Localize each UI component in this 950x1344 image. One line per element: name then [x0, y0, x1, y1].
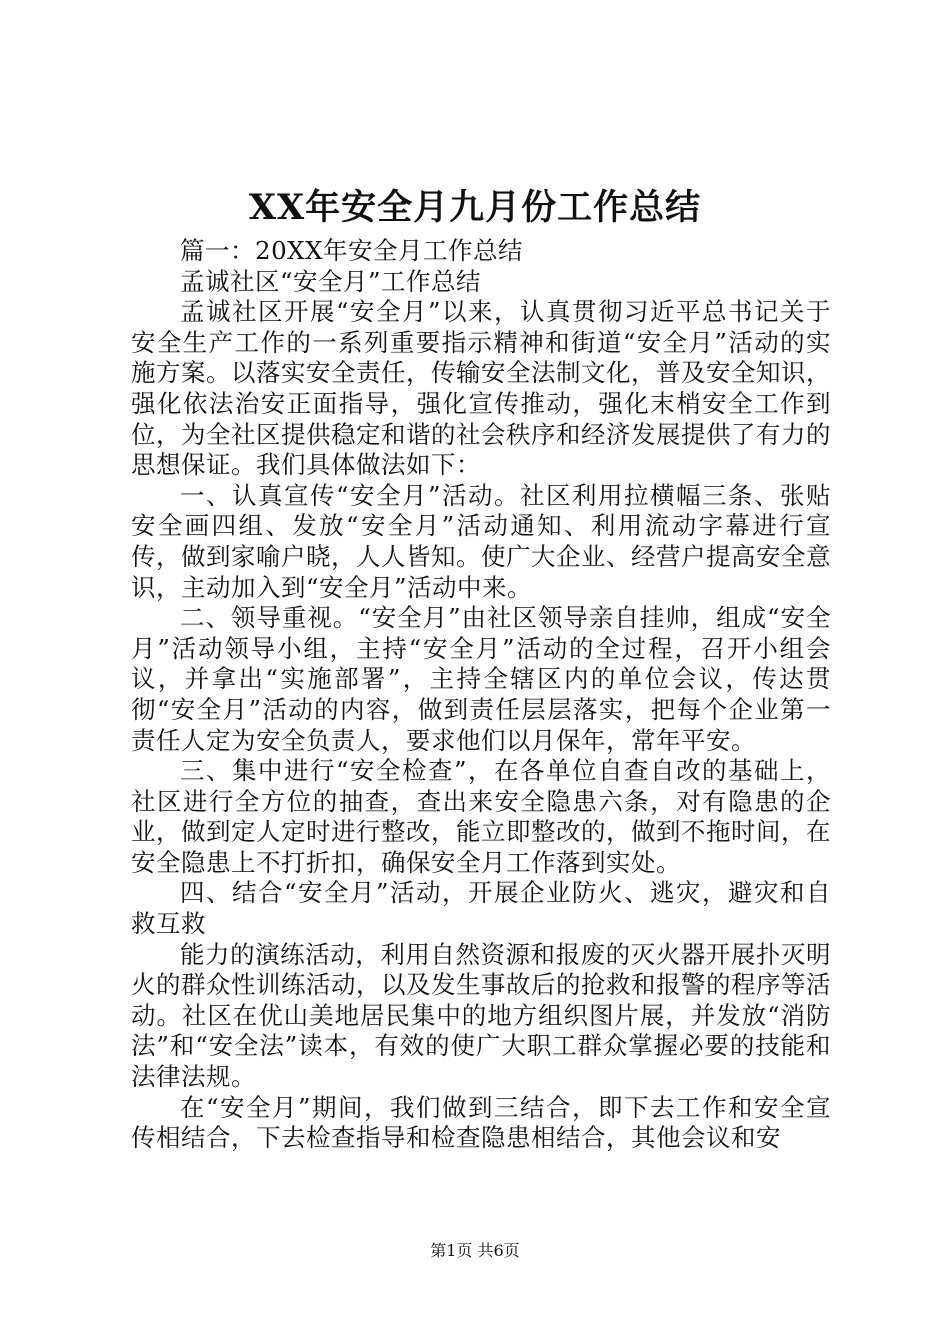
- paragraph-closing: 在“安全月”期间，我们做到三结合，即下去工作和安全宣传相结合，下去检查指导和检查隐患相结合，其他会议和安: [131, 1092, 831, 1153]
- paragraph-item-4-continued: 能力的演练活动，利用自然资源和报废的灭火器开展扑灭明火的群众性训练活动，以及发生事故后的抢救和报警的程序等活动。社区在优山美地居民集中的地方组织图片展，并发放“消防法”和“安全法”读本，有效的使广大职工群众掌握必要的技能和法律法规。: [131, 939, 831, 1092]
- paragraph-intro: 孟诚社区开展“安全月”以来，认真贯彻习近平总书记关于安全生产工作的一系列重要指示精神和街道“安全月”活动的实施方案。以落实安全责任，传输安全法制文化，普及安全知识，强化依法治安正面指导，强化宣传推动，强化末梢安全工作到位，为全社区提供稳定和谐的社会秩序和经济发展提供了有力的思想保证。我们具体做法如下：: [131, 297, 831, 480]
- paragraph-subtitle: 孟诚社区“安全月”工作总结: [180, 266, 482, 296]
- paragraph-section-heading: 篇一：20XX年安全月工作总结: [180, 236, 524, 265]
- document-body: [131, 236, 831, 1154]
- paragraph-item-1: 一、认真宣传“安全月”活动。社区利用拉横幅三条、张贴安全画四组、发放“安全月”活动通知、利用流动字幕进行宣传，做到家喻户晓，人人皆知。使广大企业、经营户提高安全意识，主动加入到“安全月”活动中来。: [131, 480, 831, 602]
- page-number-footer: 第1页 共6页: [430, 1241, 520, 1260]
- document-title: XX年安全月九月份工作总结: [248, 187, 702, 228]
- paragraph-item-3: 三、集中进行“安全检查”，在各单位自查自改的基础上，社区进行全方位的抽查，查出来安全隐患六条，对有隐患的企业，做到定人定时进行整改，能立即整改的，做到不拖时间，在安全隐患上不打折扣，确保安全月工作落到实处。: [131, 756, 831, 877]
- paragraph-item-2: 二、领导重视。“安全月”由社区领导亲自挂帅，组成“安全月”活动领导小组，主持“安全月”活动的全过程，召开小组会议，并拿出“实施部署”，主持全辖区内的单位会议，传达贯彻“安全月”活动的内容，做到责任层层落实，把每个企业第一责任人定为安全负责人，要求他们以月保年，常年平安。: [131, 603, 831, 755]
- paragraph-item-4: 四、结合“安全月”活动，开展企业防火、逃灾，避灾和自救互救: [131, 878, 831, 939]
